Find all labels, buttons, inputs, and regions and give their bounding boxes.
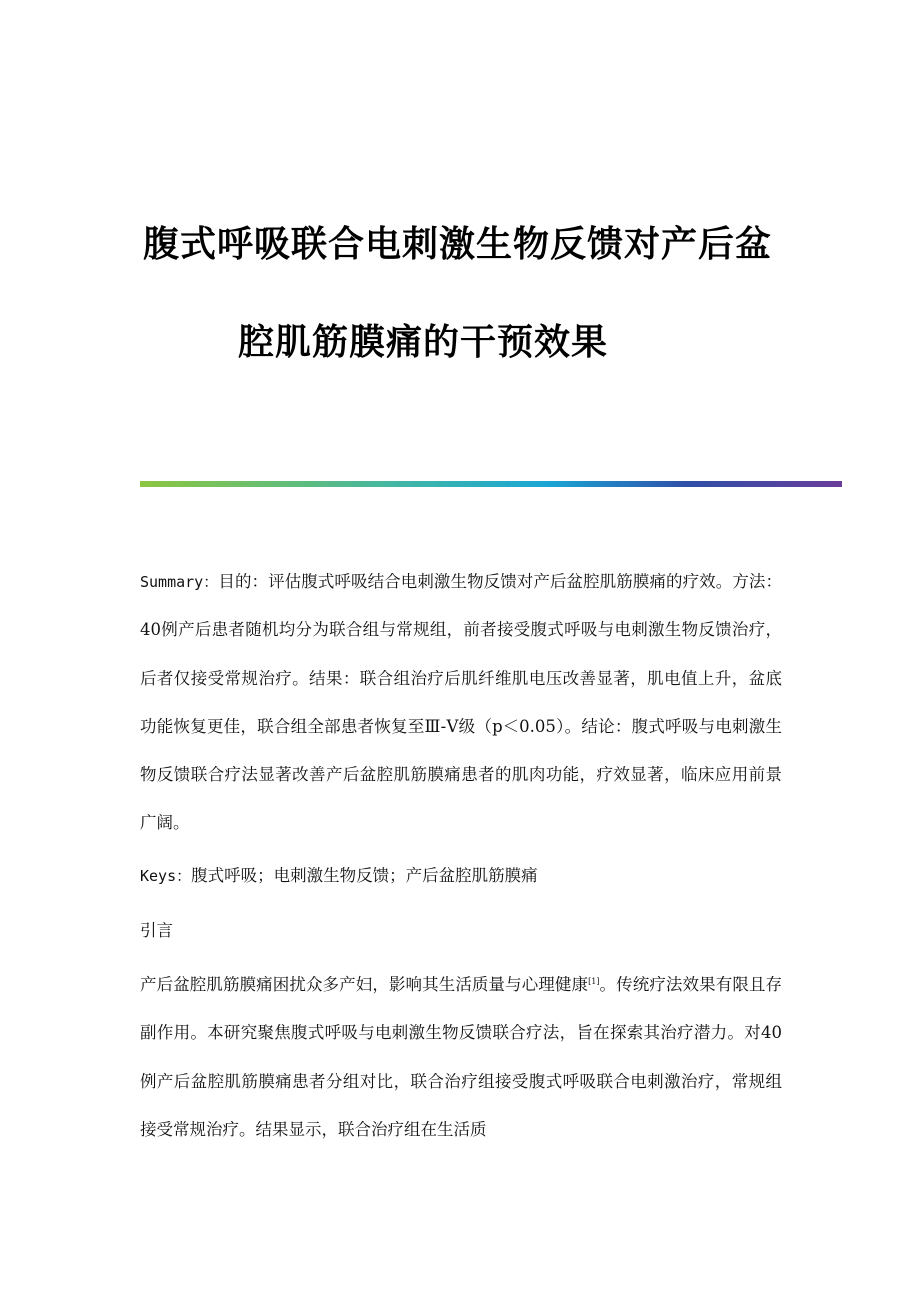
summary-label: Summary： [140,573,219,591]
intro-paragraph [140,961,782,1154]
keywords-paragraph [140,852,782,900]
intro-heading: 引言 [140,921,173,940]
keywords-text: 腹式呼吸；电刺激生物反馈；产后盆腔肌筋膜痛 [191,866,538,885]
keywords-label: Keys： [140,867,192,885]
document-title-line-2: 腔肌筋膜痛的干预效果 [238,322,609,363]
intro-text-part-2: 。传统疗法效果有限且存副作用。本研究聚焦腹式呼吸与电刺激生物反馈联合疗法，旨在探索其治疗潜力。对40例产后盆腔肌筋膜痛患者分组对比，联合治疗组接受腹式呼吸联合电刺激治疗，常规组接受常规治疗。结果显示，联合治疗组在生活质 [140,975,783,1139]
summary-paragraph [140,558,782,848]
summary-text: 目的：评估腹式呼吸结合电刺激生物反馈对产后盆腔肌筋膜痛的疗效。方法：40例产后患者随机均分为联合组与常规组，前者接受腹式呼吸与电刺激生物反馈治疗，后者仅接受常规治疗。结果：联合组治疗后肌纤维肌电压改善显著，肌电值上升，盆底功能恢复更佳，联合组全部患者恢复至Ⅲ-Ⅴ级（p＜0.05）。结论：腹式呼吸与电刺激生物反馈联合疗法显著改善产后盆腔肌筋膜痛患者的肌肉功能，疗效显著，临床应用前景广阔。 [140,572,782,833]
document-title-line-1: 腹式呼吸联合电刺激生物反馈对产后盆 [143,224,773,265]
citation-marker: [1] [588,977,600,986]
title-gradient-divider [140,481,842,487]
intro-text-part-1: 产后盆腔肌筋膜痛困扰众多产妇，影响其生活质量与心理健康 [140,975,589,994]
